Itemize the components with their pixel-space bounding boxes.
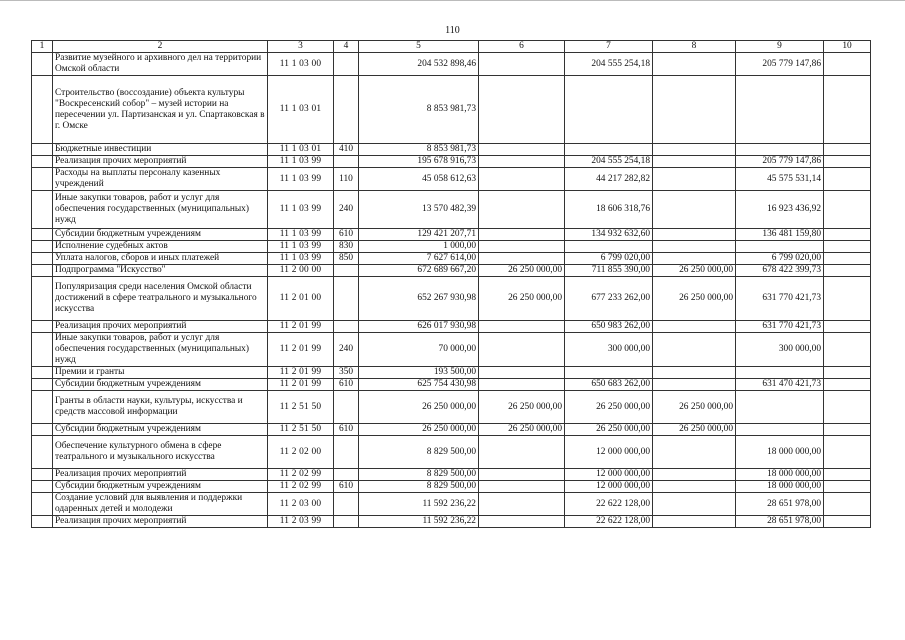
row-code: 11 2 03 00 (268, 493, 334, 516)
row-value-col9: 678 422 399,73 (736, 265, 824, 277)
spacer-cell (32, 229, 53, 241)
row-value-col8 (653, 229, 736, 241)
row-value-col8: 26 250 000,00 (653, 424, 736, 436)
row-value-col5: 11 592 236,22 (359, 516, 479, 528)
spacer-cell (32, 469, 53, 481)
row-expense-type: 610 (334, 481, 359, 493)
row-expense-type (334, 493, 359, 516)
row-value-col6: 26 250 000,00 (479, 277, 565, 321)
table-row (32, 277, 871, 321)
row-value-col8 (653, 469, 736, 481)
row-value-col9: 45 575 531,14 (736, 168, 824, 191)
row-value-col7 (565, 241, 653, 253)
spacer-cell (32, 379, 53, 391)
row-value-col8: 26 250 000,00 (653, 277, 736, 321)
table-row (32, 144, 871, 156)
row-expense-type: 610 (334, 424, 359, 436)
row-value-col7: 677 233 262,00 (565, 277, 653, 321)
row-expense-type: 610 (334, 379, 359, 391)
row-value-col5: 8 829 500,00 (359, 469, 479, 481)
table-row (32, 229, 871, 241)
row-value-col10 (824, 144, 871, 156)
row-value-col9 (736, 144, 824, 156)
row-value-col8 (653, 191, 736, 229)
header-cell: 4 (334, 41, 359, 53)
row-value-col8 (653, 481, 736, 493)
row-value-col5: 70 000,00 (359, 333, 479, 367)
row-value-col6 (479, 436, 565, 469)
row-value-col5: 8 829 500,00 (359, 436, 479, 469)
row-value-col9 (736, 424, 824, 436)
row-value-col6 (479, 191, 565, 229)
header-cell: 9 (736, 41, 824, 53)
row-value-col5: 652 267 930,98 (359, 277, 479, 321)
row-value-col7: 18 606 318,76 (565, 191, 653, 229)
row-value-col8: 26 250 000,00 (653, 265, 736, 277)
row-code: 11 2 02 99 (268, 469, 334, 481)
row-value-col10 (824, 241, 871, 253)
row-value-col5: 26 250 000,00 (359, 424, 479, 436)
table-row (32, 168, 871, 191)
row-value-col6 (479, 156, 565, 168)
table-row (32, 516, 871, 528)
row-value-col9: 631 770 421,73 (736, 277, 824, 321)
row-name: Создание условий для выявления и поддержки одаренных детей и молодежи (53, 493, 268, 516)
row-code: 11 2 01 99 (268, 321, 334, 333)
row-name: Расходы на выплаты персоналу казенных учреждений (53, 168, 268, 191)
row-value-col8 (653, 333, 736, 367)
row-value-col5: 8 853 981,73 (359, 76, 479, 144)
row-value-col6: 26 250 000,00 (479, 424, 565, 436)
row-value-col7: 650 683 262,00 (565, 379, 653, 391)
row-value-col9: 300 000,00 (736, 333, 824, 367)
row-code: 11 2 03 99 (268, 516, 334, 528)
row-name: Премии и гранты (53, 367, 268, 379)
row-value-col9: 631 770 421,73 (736, 321, 824, 333)
row-expense-type (334, 53, 359, 76)
header-cell: 8 (653, 41, 736, 53)
row-value-col7: 12 000 000,00 (565, 469, 653, 481)
spacer-cell (32, 436, 53, 469)
row-value-col6 (479, 168, 565, 191)
header-cell: 3 (268, 41, 334, 53)
spacer-cell (32, 168, 53, 191)
row-name: Субсидии бюджетным учреждениям (53, 229, 268, 241)
row-name: Гранты в области науки, культуры, искусства и средств массовой информации (53, 391, 268, 424)
row-value-col6 (479, 144, 565, 156)
row-value-col8 (653, 321, 736, 333)
row-expense-type (334, 321, 359, 333)
row-value-col10 (824, 391, 871, 424)
spacer-cell (32, 277, 53, 321)
row-expense-type: 410 (334, 144, 359, 156)
row-value-col5: 195 678 916,73 (359, 156, 479, 168)
header-cell: 10 (824, 41, 871, 53)
row-value-col10 (824, 229, 871, 241)
row-name: Бюджетные инвестиции (53, 144, 268, 156)
spacer-cell (32, 144, 53, 156)
table-row (32, 493, 871, 516)
row-value-col7: 204 555 254,18 (565, 53, 653, 76)
spacer-cell (32, 191, 53, 229)
row-value-col7: 22 622 128,00 (565, 493, 653, 516)
row-code: 11 1 03 00 (268, 53, 334, 76)
header-cell: 2 (53, 41, 268, 53)
spacer-cell (32, 253, 53, 265)
row-name: Реализация прочих мероприятий (53, 156, 268, 168)
row-value-col8 (653, 241, 736, 253)
header-cell: 7 (565, 41, 653, 53)
row-value-col8 (653, 379, 736, 391)
table-row (32, 53, 871, 76)
row-value-col6 (479, 493, 565, 516)
spacer-cell (32, 367, 53, 379)
row-code: 11 1 03 99 (268, 229, 334, 241)
spacer-cell (32, 76, 53, 144)
row-value-col8 (653, 144, 736, 156)
row-value-col10 (824, 379, 871, 391)
row-value-col8: 26 250 000,00 (653, 391, 736, 424)
row-value-col8 (653, 53, 736, 76)
row-code: 11 1 03 99 (268, 191, 334, 229)
row-code: 11 2 51 50 (268, 391, 334, 424)
row-value-col10 (824, 516, 871, 528)
scan-top-edge (0, 0, 905, 7)
row-value-col5: 26 250 000,00 (359, 391, 479, 424)
row-code: 11 1 03 99 (268, 241, 334, 253)
spacer-cell (32, 424, 53, 436)
row-name: Реализация прочих мероприятий (53, 469, 268, 481)
spacer-cell (32, 481, 53, 493)
row-value-col8 (653, 493, 736, 516)
row-value-col9: 136 481 159,80 (736, 229, 824, 241)
row-value-col7: 12 000 000,00 (565, 436, 653, 469)
row-value-col5: 11 592 236,22 (359, 493, 479, 516)
spacer-cell (32, 516, 53, 528)
row-expense-type (334, 156, 359, 168)
row-value-col10 (824, 333, 871, 367)
row-name: Субсидии бюджетным учреждениям (53, 379, 268, 391)
budget-table (31, 40, 871, 528)
row-value-col6 (479, 253, 565, 265)
table-row (32, 333, 871, 367)
row-code: 11 1 03 99 (268, 156, 334, 168)
row-code: 11 2 01 99 (268, 333, 334, 367)
spacer-cell (32, 265, 53, 277)
table-row (32, 265, 871, 277)
row-value-col5: 7 627 614,00 (359, 253, 479, 265)
row-value-col10 (824, 321, 871, 333)
row-value-col9: 28 651 978,00 (736, 516, 824, 528)
row-value-col9 (736, 76, 824, 144)
row-value-col9: 205 779 147,86 (736, 53, 824, 76)
spacer-cell (32, 333, 53, 367)
spacer-cell (32, 493, 53, 516)
row-value-col7: 26 250 000,00 (565, 391, 653, 424)
row-value-col9 (736, 391, 824, 424)
row-value-col7: 650 983 262,00 (565, 321, 653, 333)
table-row (32, 253, 871, 265)
row-value-col10 (824, 493, 871, 516)
row-value-col5: 8 853 981,73 (359, 144, 479, 156)
row-name: Реализация прочих мероприятий (53, 516, 268, 528)
row-value-col5: 625 754 430,98 (359, 379, 479, 391)
row-value-col6 (479, 516, 565, 528)
row-value-col5: 672 689 667,20 (359, 265, 479, 277)
row-code: 11 2 01 99 (268, 367, 334, 379)
row-expense-type: 610 (334, 229, 359, 241)
spacer-cell (32, 156, 53, 168)
row-value-col8 (653, 367, 736, 379)
row-value-col9: 6 799 020,00 (736, 253, 824, 265)
table-row (32, 241, 871, 253)
row-value-col6: 26 250 000,00 (479, 391, 565, 424)
row-expense-type (334, 436, 359, 469)
row-value-col5: 13 570 482,39 (359, 191, 479, 229)
table-row (32, 391, 871, 424)
row-value-col5: 204 532 898,46 (359, 53, 479, 76)
page-number: 110 (445, 25, 460, 36)
header-cell: 1 (32, 41, 53, 53)
spacer-cell (32, 321, 53, 333)
row-value-col7: 44 217 282,82 (565, 168, 653, 191)
row-value-col5: 1 000,00 (359, 241, 479, 253)
row-name: Реализация прочих мероприятий (53, 321, 268, 333)
row-value-col6: 26 250 000,00 (479, 265, 565, 277)
row-expense-type (334, 516, 359, 528)
row-value-col7 (565, 144, 653, 156)
row-value-col10 (824, 253, 871, 265)
row-expense-type (334, 391, 359, 424)
row-value-col9: 18 000 000,00 (736, 436, 824, 469)
row-expense-type: 240 (334, 333, 359, 367)
row-value-col10 (824, 168, 871, 191)
row-value-col6 (479, 241, 565, 253)
table-row (32, 367, 871, 379)
row-value-col8 (653, 156, 736, 168)
row-value-col7: 204 555 254,18 (565, 156, 653, 168)
row-value-col7: 22 622 128,00 (565, 516, 653, 528)
table-row (32, 481, 871, 493)
row-expense-type (334, 265, 359, 277)
row-value-col10 (824, 277, 871, 321)
row-value-col8 (653, 516, 736, 528)
row-code: 11 1 03 01 (268, 76, 334, 144)
row-value-col9: 18 000 000,00 (736, 481, 824, 493)
row-value-col9 (736, 241, 824, 253)
row-expense-type: 350 (334, 367, 359, 379)
row-value-col7 (565, 367, 653, 379)
row-value-col5: 129 421 207,71 (359, 229, 479, 241)
row-code: 11 2 02 99 (268, 481, 334, 493)
row-value-col9: 205 779 147,86 (736, 156, 824, 168)
row-name: Подпрограмма "Искусство" (53, 265, 268, 277)
row-value-col6 (479, 367, 565, 379)
row-value-col6 (479, 321, 565, 333)
row-code: 11 2 01 00 (268, 277, 334, 321)
row-value-col10 (824, 265, 871, 277)
row-code: 11 2 02 00 (268, 436, 334, 469)
row-code: 11 1 03 01 (268, 144, 334, 156)
row-value-col6 (479, 469, 565, 481)
row-name: Развитие музейного и архивного дел на территории Омской области (53, 53, 268, 76)
row-value-col9: 631 470 421,73 (736, 379, 824, 391)
row-value-col5: 8 829 500,00 (359, 481, 479, 493)
row-code: 11 2 00 00 (268, 265, 334, 277)
table-row (32, 156, 871, 168)
row-expense-type: 850 (334, 253, 359, 265)
row-value-col10 (824, 469, 871, 481)
spacer-cell (32, 391, 53, 424)
row-name: Исполнение судебных актов (53, 241, 268, 253)
spacer-cell (32, 53, 53, 76)
row-value-col7: 26 250 000,00 (565, 424, 653, 436)
row-value-col7: 300 000,00 (565, 333, 653, 367)
row-value-col7: 711 855 390,00 (565, 265, 653, 277)
header-cell: 5 (359, 41, 479, 53)
row-code: 11 1 03 99 (268, 168, 334, 191)
row-value-col7 (565, 76, 653, 144)
row-value-col10 (824, 156, 871, 168)
table-row (32, 379, 871, 391)
row-value-col9 (736, 367, 824, 379)
row-value-col8 (653, 76, 736, 144)
row-value-col6 (479, 229, 565, 241)
row-name: Иные закупки товаров, работ и услуг для обеспечения государственных (муниципальных) нужд (53, 191, 268, 229)
row-name: Строительство (воссоздание) объекта культуры "Воскресенский собор" – музей истории на пересечении ул. Партизанская и ул. Спартаковская в г. Омске (53, 76, 268, 144)
row-expense-type: 110 (334, 168, 359, 191)
row-expense-type: 240 (334, 191, 359, 229)
row-code: 11 2 01 99 (268, 379, 334, 391)
row-value-col7: 134 932 632,60 (565, 229, 653, 241)
row-value-col10 (824, 436, 871, 469)
row-value-col6 (479, 76, 565, 144)
row-value-col7: 12 000 000,00 (565, 481, 653, 493)
row-value-col10 (824, 76, 871, 144)
row-value-col6 (479, 333, 565, 367)
row-expense-type (334, 76, 359, 144)
row-value-col9: 16 923 436,92 (736, 191, 824, 229)
row-name: Уплата налогов, сборов и иных платежей (53, 253, 268, 265)
table-row (32, 191, 871, 229)
row-value-col7: 6 799 020,00 (565, 253, 653, 265)
row-value-col8 (653, 168, 736, 191)
row-name: Иные закупки товаров, работ и услуг для обеспечения государственных (муниципальных) нужд (53, 333, 268, 367)
row-name: Субсидии бюджетным учреждениям (53, 481, 268, 493)
row-value-col6 (479, 379, 565, 391)
row-name: Обеспечение культурного обмена в сфере театрального и музыкального искусства (53, 436, 268, 469)
row-value-col10 (824, 424, 871, 436)
row-code: 11 2 51 50 (268, 424, 334, 436)
row-value-col6 (479, 53, 565, 76)
row-value-col10 (824, 367, 871, 379)
row-value-col10 (824, 53, 871, 76)
row-value-col9: 28 651 978,00 (736, 493, 824, 516)
row-value-col5: 626 017 930,98 (359, 321, 479, 333)
row-value-col8 (653, 253, 736, 265)
header-cell: 6 (479, 41, 565, 53)
table-row (32, 469, 871, 481)
row-code: 11 1 03 99 (268, 253, 334, 265)
table-row (32, 76, 871, 144)
row-value-col10 (824, 481, 871, 493)
header-row (32, 41, 871, 53)
row-expense-type: 830 (334, 241, 359, 253)
row-value-col5: 45 058 612,63 (359, 168, 479, 191)
table-row (32, 424, 871, 436)
row-name: Субсидии бюджетным учреждениям (53, 424, 268, 436)
table-row (32, 321, 871, 333)
row-value-col9: 18 000 000,00 (736, 469, 824, 481)
row-value-col8 (653, 436, 736, 469)
spacer-cell (32, 241, 53, 253)
table-row (32, 436, 871, 469)
row-name: Популяризация среди населения Омской области достижений в сфере театрального и музыкального искусства (53, 277, 268, 321)
row-value-col5: 193 500,00 (359, 367, 479, 379)
row-expense-type (334, 277, 359, 321)
row-value-col10 (824, 191, 871, 229)
row-expense-type (334, 469, 359, 481)
row-value-col6 (479, 481, 565, 493)
